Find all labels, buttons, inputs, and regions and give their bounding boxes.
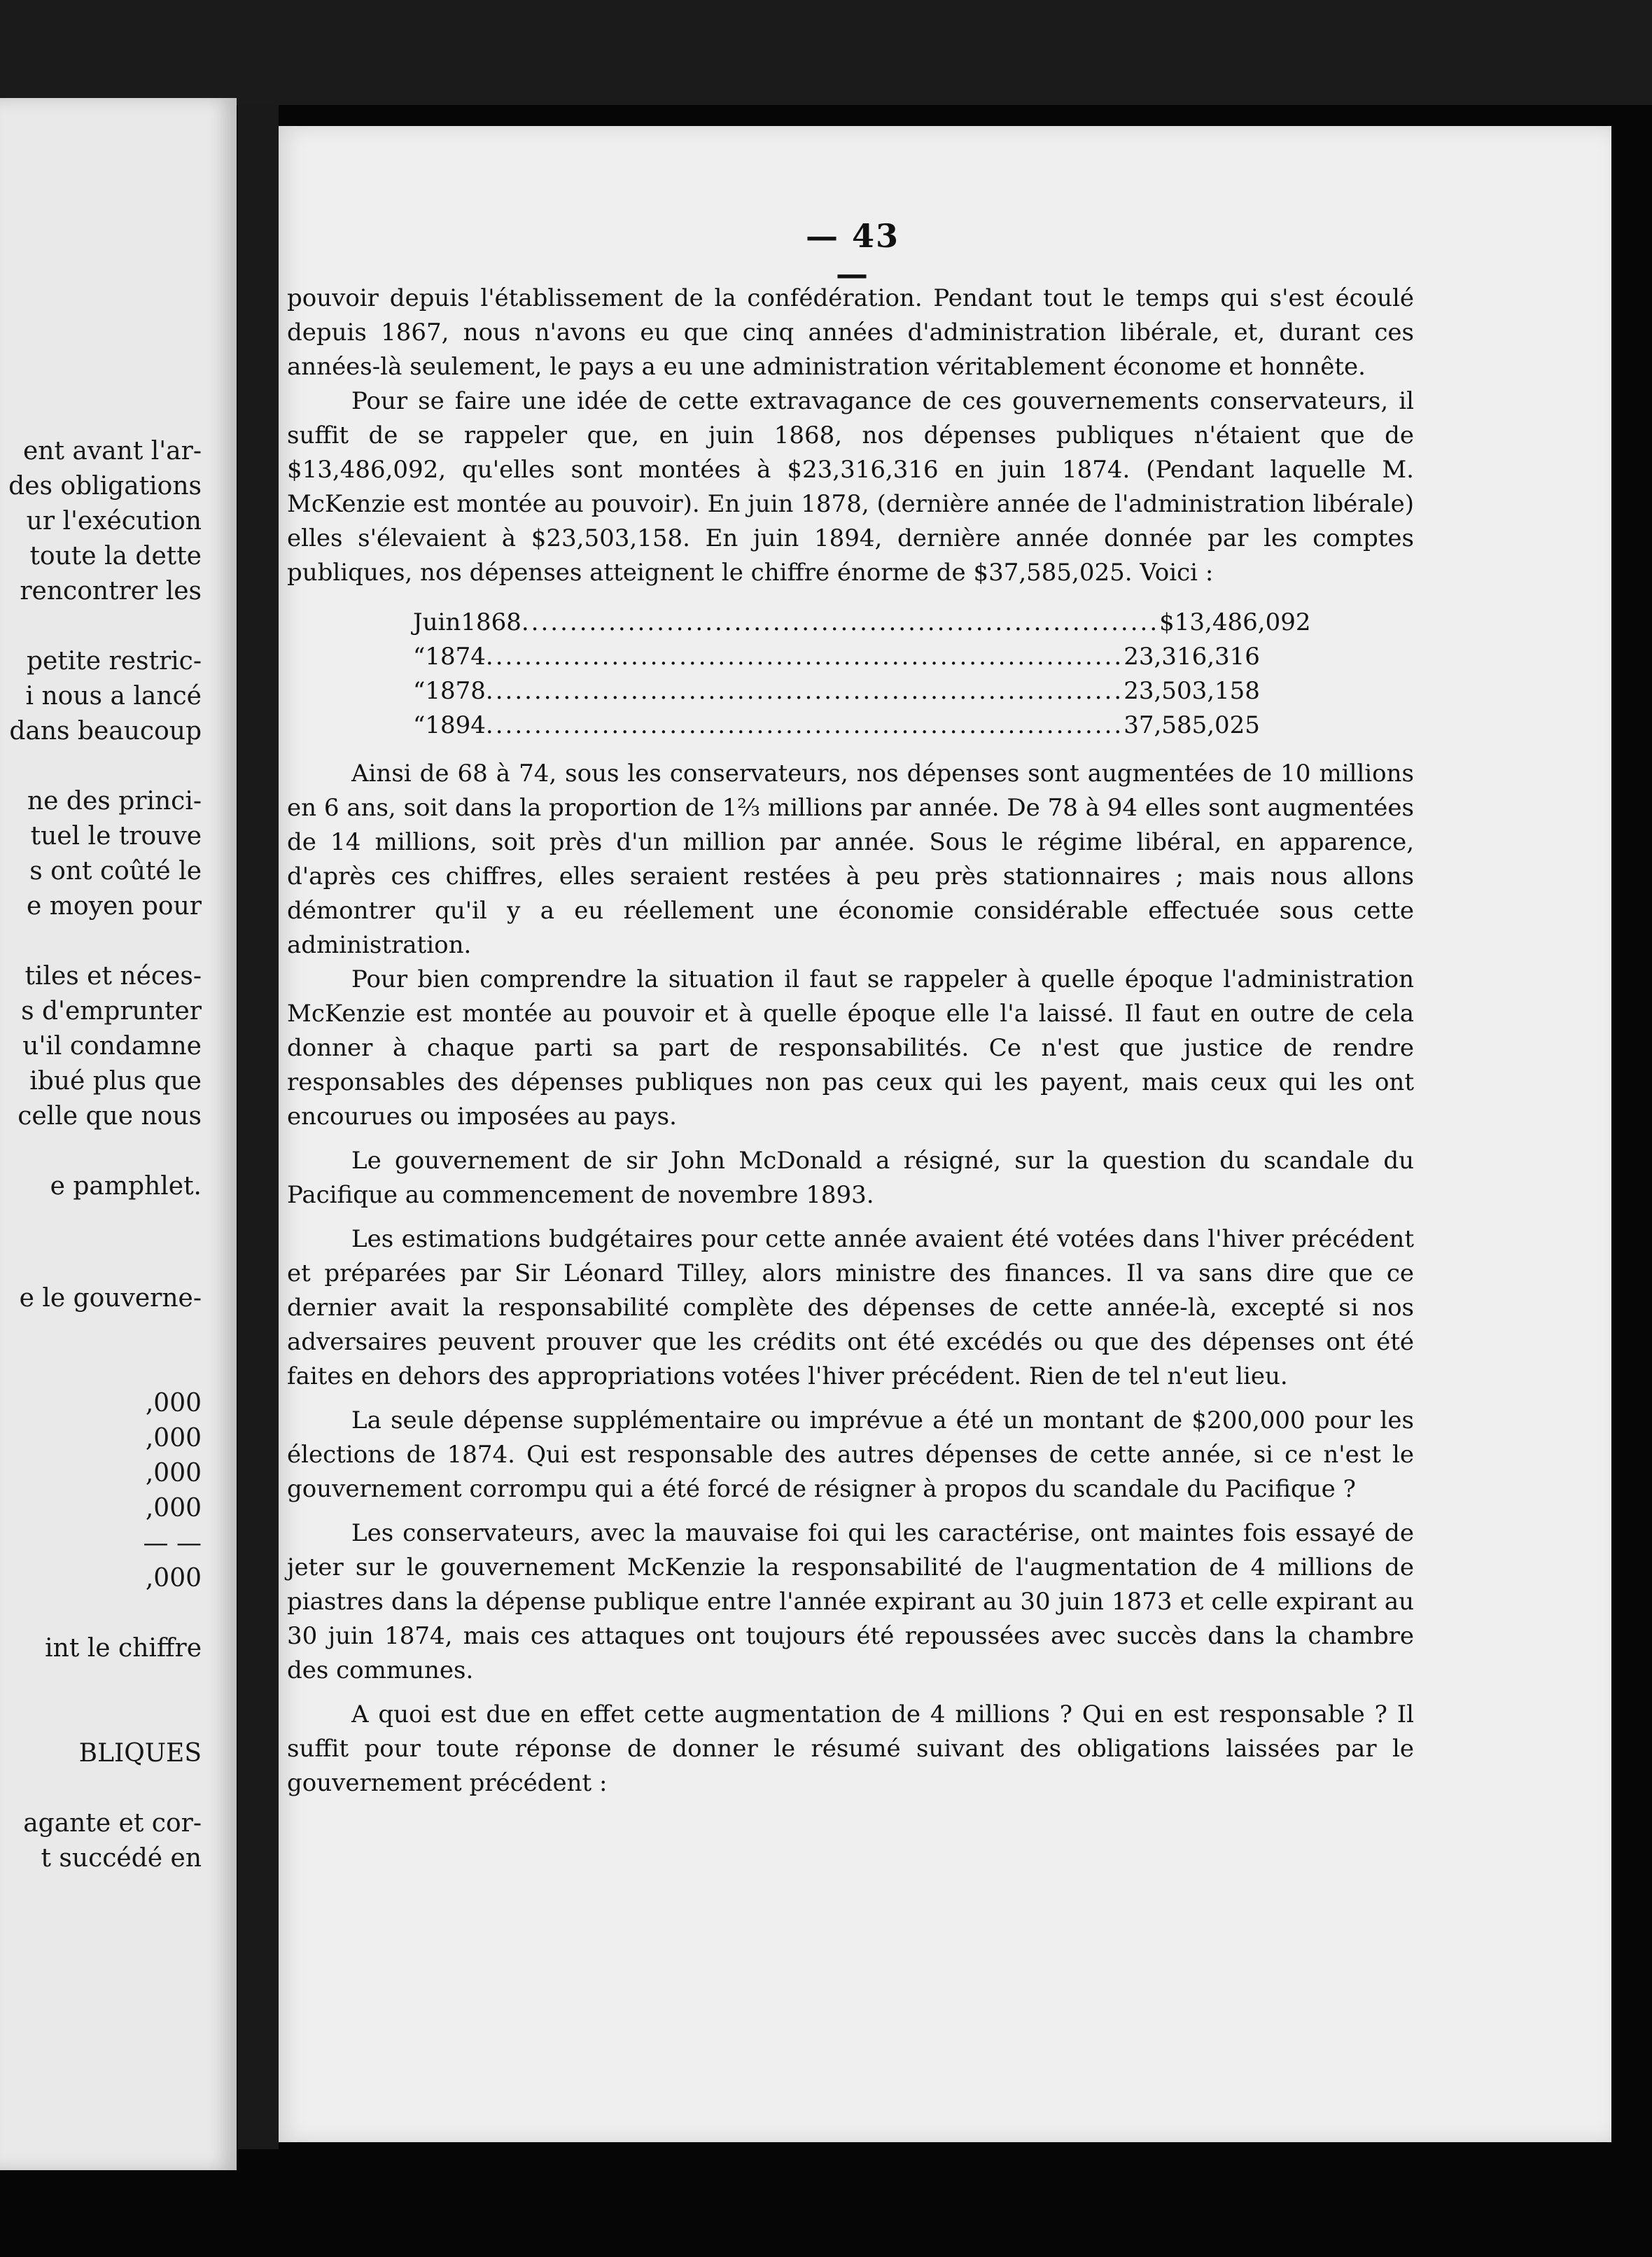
- left-page-line: BLIQUES: [78, 1739, 202, 1768]
- paragraph-6: Les estimations budgétaires pour cette année avaient été votées dans l'hiver précédent et préparées par Sir Léonard Tilley, alors ministre des finances. Il va sans dire que ce dernier avait la responsabilité complète des dépenses de cette année-là, excepté si nos adversaires peuvent prouver que les crédits ont été excédés ou que des dépenses ont été faites en dehors des appropriations votées l'hiver précédent. Rien de tel n'eut lieu.: [287, 1225, 1414, 1390]
- leader-dots: ..................................................................: [485, 643, 1124, 671]
- leader-dots: ..................................................................: [521, 608, 1160, 636]
- paragraph-5: Le gouvernement de sir John McDonald a résigné, sur la question du scandale du Pacifique au commencement de novembre 1893.: [287, 1147, 1414, 1209]
- scan-top-edge: [0, 0, 1652, 105]
- expense-row: [413, 606, 1311, 640]
- right-page: [279, 126, 1611, 2142]
- left-page-line: ent avant l'ar-: [22, 437, 202, 466]
- expense-row: [413, 708, 1260, 743]
- paragraph-2: Pour se faire une idée de cette extravagance de ces gouvernements conservateurs, il suffit de se rappeler que, en juin 1868, nos dépenses publiques n'étaient que de $13,486,092, qu'elles sont montées à $23,316,316 en juin 1874. (Pendant laquelle M. McKenzie est montée au pouvoir). En juin 1878, (dernière année de l'administration libérale) elles s'élevaient à $23,503,158. En juin 1894, dernière année donnée par les comptes publiques, nos dépenses atteignent le chiffre énorme de $37,585,025. Voici :: [287, 387, 1414, 587]
- left-page-line: des obligations: [8, 472, 202, 501]
- left-page-line: int le chiffre: [45, 1634, 202, 1663]
- left-page-line: ,000: [145, 1564, 202, 1593]
- leader-dots: ..................................................................: [485, 711, 1124, 739]
- left-page-line: rencontrer les: [20, 577, 202, 606]
- expense-label: “: [413, 711, 426, 739]
- left-page-line: ibué plus que: [29, 1067, 202, 1096]
- left-page-line: s d'emprunter: [21, 997, 202, 1026]
- left-page-line: s ont coûté le: [29, 857, 202, 886]
- expense-year: 1874: [425, 643, 486, 671]
- expense-amount: 37,585,025: [1124, 711, 1260, 739]
- left-page-line: — —: [143, 1529, 202, 1558]
- expense-label: Juin: [413, 608, 461, 636]
- paragraph-3: Ainsi de 68 à 74, sous les conservateurs, nos dépenses sont augmentées de 10 millions en 6 ans, soit dans la proportion de 1⅔ millions par année. De 78 à 94 elles sont augmentées de 14 millions, soit près d'un million par année. Sous le régime libéral, en apparence, d'après ces chiffres, elles seraient restées à peu près stationnaires ; mais nous allons démontrer qu'il y a eu réellement une économie considérable effectuée sous cette administration.: [287, 760, 1414, 959]
- left-page-line: e moyen pour: [27, 892, 202, 921]
- left-page-line: tuel le trouve: [30, 822, 202, 851]
- left-page-line: dans beaucoup: [9, 717, 202, 746]
- paragraph-7: La seule dépense supplémentaire ou imprévue a été un montant de $200,000 pour les élections de 1874. Qui est responsable des autres dépenses de cette année, si ce n'est le gouvernement corrompu qui a été forcé de résigner à propos du scandale du Pacifique ?: [287, 1406, 1414, 1503]
- left-page-line: i nous a lancé: [25, 682, 202, 711]
- left-page-line: ,000: [145, 1459, 202, 1488]
- expense-row: [413, 674, 1260, 708]
- left-page-line: tiles et néces-: [24, 962, 202, 991]
- left-page-line: e le gouverne-: [19, 1284, 202, 1313]
- left-page-line: ne des princi-: [27, 787, 202, 816]
- expense-amount: 23,316,316: [1124, 643, 1260, 671]
- expense-table: [413, 606, 1311, 743]
- left-page-line: agante et cor-: [23, 1809, 202, 1838]
- expense-year: 1894: [425, 711, 486, 739]
- left-page-line: ,000: [145, 1389, 202, 1418]
- paragraph-8: Les conservateurs, avec la mauvaise foi qui les caractérise, ont maintes fois essayé de jeter sur le gouvernement McKenzie la responsabilité de l'augmentation de 4 millions de piastres dans la dépense publique entre l'année expirant au 30 juin 1873 et celle expirant au 30 juin 1874, mais ces attaques ont toujours été repoussées avec succès dans la chambre des communes.: [287, 1519, 1414, 1684]
- expense-row: [413, 640, 1260, 674]
- paragraph-9: A quoi est due en effet cette augmentation de 4 millions ? Qui en est responsable ? Il suffit pour toute réponse de donner le résumé suivant des obligations laissées par le gouvernement précédent :: [287, 1700, 1414, 1797]
- left-page-line: ,000: [145, 1424, 202, 1453]
- left-page-line: toute la dette: [29, 542, 202, 571]
- expense-label: “: [413, 643, 426, 671]
- left-page-line: e pamphlet.: [50, 1172, 202, 1201]
- left-page-fragment: [0, 98, 237, 2170]
- leader-dots: ..................................................................: [485, 677, 1124, 705]
- expense-year: 1868: [461, 608, 522, 636]
- left-page-line: ur l'exécution: [26, 507, 202, 536]
- page-number: — 43 —: [805, 217, 900, 293]
- left-page-line: t succédé en: [41, 1844, 202, 1873]
- paragraph-1: pouvoir depuis l'établissement de la confédération. Pendant tout le temps qui s'est écoulé depuis 1867, nous n'avons eu que cinq années d'administration libérale, et, durant ces années-là seulement, le pays a eu une administration véritablement économe et honnête.: [287, 284, 1414, 381]
- left-page-line: celle que nous: [18, 1102, 202, 1131]
- main-text: [287, 281, 1414, 1801]
- expense-year: 1878: [425, 677, 486, 705]
- expense-amount: $13,486,092: [1159, 608, 1311, 636]
- left-page-line: ,000: [145, 1494, 202, 1523]
- left-page-line: u'il condamne: [22, 1032, 202, 1061]
- expense-amount: 23,503,158: [1124, 677, 1260, 705]
- paragraph-4: Pour bien comprendre la situation il faut se rappeler à quelle époque l'administration McKenzie est montée au pouvoir et à quelle époque elle l'a laissé. Il faut en outre de cela donner à chaque parti sa part de responsabilités. Ce n'est que justice de rendre responsables des dépenses publiques non pas ceux qui les payent, mais ceux qui les ont encourues ou imposées au pays.: [287, 965, 1414, 1131]
- left-page-line: petite restric-: [26, 647, 202, 676]
- book-gutter: [238, 105, 279, 2149]
- expense-label: “: [413, 677, 426, 705]
